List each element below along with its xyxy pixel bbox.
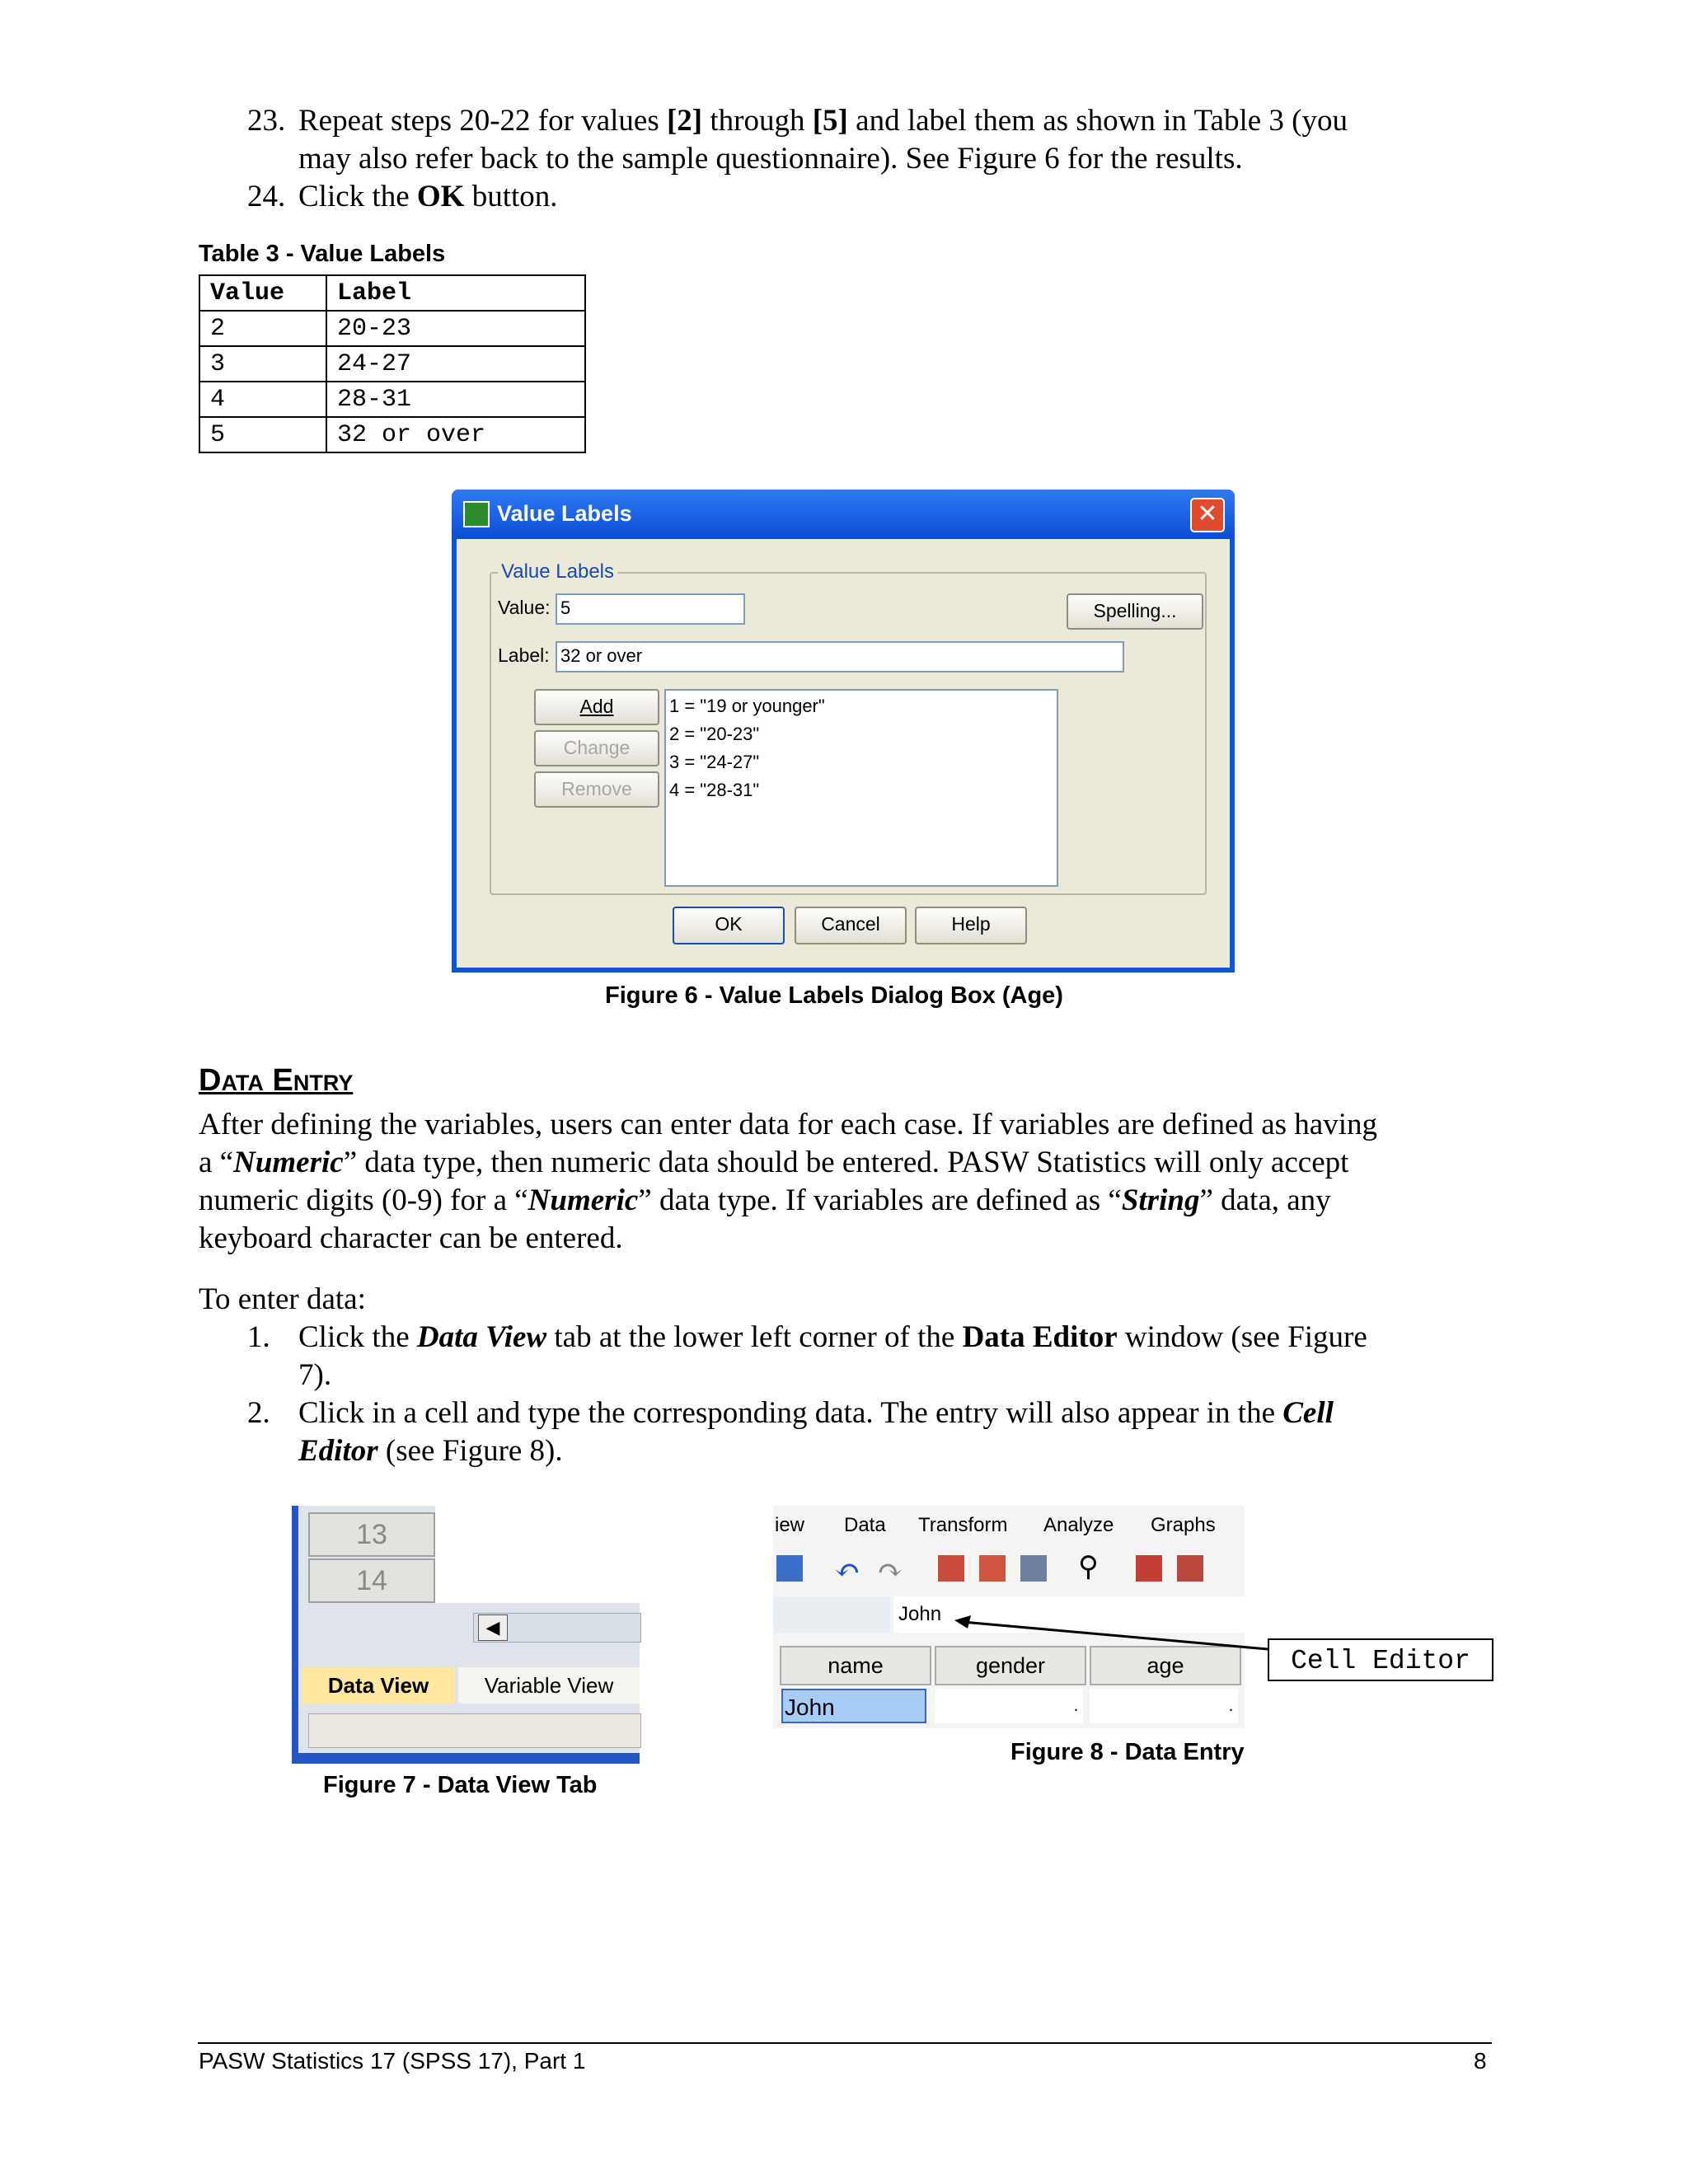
step-2: 2. Click in a cell and type the corresponding data. The entry will also appear in the Cell Editor (see Figure 8). [247, 1396, 1334, 1468]
dialog-titlebar[interactable] [452, 490, 1235, 539]
ok-button[interactable]: OK [673, 907, 785, 944]
cell-editor[interactable]: John [893, 1596, 1245, 1633]
column-header[interactable]: age [1090, 1646, 1241, 1685]
grid-area [435, 1506, 640, 1603]
status-bar [308, 1713, 641, 1748]
footer-rule [198, 2042, 1492, 2044]
data-entry-paragraph: After defining the variables, users can enter data for each case. If variables are defined as having a “Numeric” data type, then numeric data should be entered. PASW Statistics will only accept numeric digits (0-9) for a “Numeric” data type. If variables are defined as “String” data, any keyboard character can be entered. [199, 1108, 1377, 1255]
steps-data-entry [247, 1319, 1467, 1470]
steps-top [247, 102, 1533, 216]
footer-title: PASW Statistics 17 (SPSS 17), Part 1 [199, 2048, 586, 2074]
table-header: Label [326, 275, 585, 311]
list-item[interactable]: 1 = "19 or younger" [669, 696, 825, 716]
scroll-left-arrow-icon[interactable]: ◀ [478, 1615, 508, 1641]
column-header[interactable]: name [780, 1646, 931, 1685]
cell-editor-callout: Cell Editor [1268, 1638, 1493, 1681]
step-24: 24. Click the OK button. [247, 178, 1533, 216]
list-item[interactable]: 2 = "20-23" [669, 724, 760, 744]
step-number: 24. [247, 180, 286, 213]
row-header: 14 [308, 1558, 435, 1603]
spelling-button[interactable]: Spelling... [1067, 593, 1203, 630]
find-icon[interactable]: ⚲ [1078, 1552, 1099, 1582]
table-row: 3 24-27 [199, 346, 585, 382]
insert-variable-icon[interactable] [1177, 1555, 1203, 1582]
go-to-case-icon[interactable] [938, 1555, 964, 1582]
figure7-caption: Figure 7 - Data View Tab [323, 1772, 598, 1798]
value-labels-dialog [452, 490, 1235, 972]
value-input[interactable]: 5 [556, 593, 745, 625]
dialog-app-icon [463, 501, 490, 527]
dialog-title: Value Labels [497, 501, 632, 526]
window-left-border [292, 1506, 298, 1764]
menu-graphs[interactable]: Graphs [1151, 1514, 1216, 1536]
undo-icon[interactable]: ↶ [834, 1554, 860, 1588]
label-label-text: Label: [498, 644, 550, 666]
data-cell-gender[interactable]: . [935, 1689, 1083, 1723]
cancel-button[interactable]: Cancel [795, 907, 907, 944]
value-label-text: Value: [498, 597, 551, 618]
help-button[interactable]: Help [915, 907, 1027, 944]
table-row: 4 28-31 [199, 382, 585, 417]
data-cell-age[interactable]: . [1090, 1689, 1238, 1723]
table-header: Value [199, 275, 326, 311]
figure8-caption: Figure 8 - Data Entry [1010, 1739, 1245, 1765]
step-number: 23. [247, 104, 286, 138]
add-button[interactable]: Add [534, 689, 659, 725]
menu-view[interactable]: iew [775, 1514, 805, 1536]
toolbar [773, 1549, 1245, 1590]
page-number: 8 [1474, 2048, 1487, 2074]
row-header: 13 [308, 1512, 435, 1557]
menu-transform[interactable]: Transform [918, 1514, 1008, 1536]
data-cell-name[interactable]: John [781, 1689, 926, 1723]
redo-icon[interactable]: ↷ [877, 1554, 903, 1588]
table-row: 5 32 or over [199, 417, 585, 452]
callout-arrow [948, 1607, 1278, 1657]
step-1: 1. Click the Data View tab at the lower left corner of the Data Editor window (see Figure 7). [247, 1320, 1367, 1392]
list-item[interactable]: 4 = "28-31" [669, 780, 760, 800]
menu-data[interactable]: Data [844, 1514, 886, 1536]
list-item[interactable]: 3 = "24-27" [669, 752, 760, 772]
table-header-row [199, 275, 585, 311]
variables-icon[interactable] [1020, 1555, 1047, 1582]
section-heading: Data Entry [199, 1063, 354, 1098]
tab-data-view[interactable]: Data View [302, 1667, 455, 1704]
remove-button[interactable]: Remove [534, 771, 659, 808]
change-button[interactable]: Change [534, 730, 659, 766]
label-input[interactable]: 32 or over [556, 641, 1124, 673]
value-labels-table [199, 274, 586, 453]
to-enter-data: To enter data: [199, 1282, 366, 1316]
menu-analyze[interactable]: Analyze [1043, 1514, 1114, 1536]
value-labels-list[interactable] [664, 689, 1058, 887]
dialog-body [457, 539, 1230, 968]
dialog-recall-icon[interactable] [776, 1555, 803, 1582]
step-23: 23. Repeat steps 20-22 for values [2] through [5] and label them as shown in Table 3 (you may also refer back to the sample questionnaire). See Figure 6 for the results. [247, 104, 1348, 176]
table3-caption: Table 3 - Value Labels [199, 241, 446, 267]
window-bottom-border [292, 1753, 640, 1764]
close-button[interactable]: ✕ [1190, 498, 1225, 532]
column-header[interactable]: gender [935, 1646, 1086, 1685]
tab-variable-view[interactable]: Variable View [458, 1667, 640, 1704]
case-indicator [773, 1596, 890, 1633]
data-view-tab-figure [292, 1506, 640, 1764]
value-labels-group [490, 560, 1207, 895]
group-title: Value Labels [498, 560, 617, 583]
insert-cases-icon[interactable] [1136, 1555, 1162, 1582]
table-row: 2 20-23 [199, 311, 585, 346]
go-to-variable-icon[interactable] [979, 1555, 1006, 1582]
figure6-caption: Figure 6 - Value Labels Dialog Box (Age) [605, 982, 1063, 1009]
